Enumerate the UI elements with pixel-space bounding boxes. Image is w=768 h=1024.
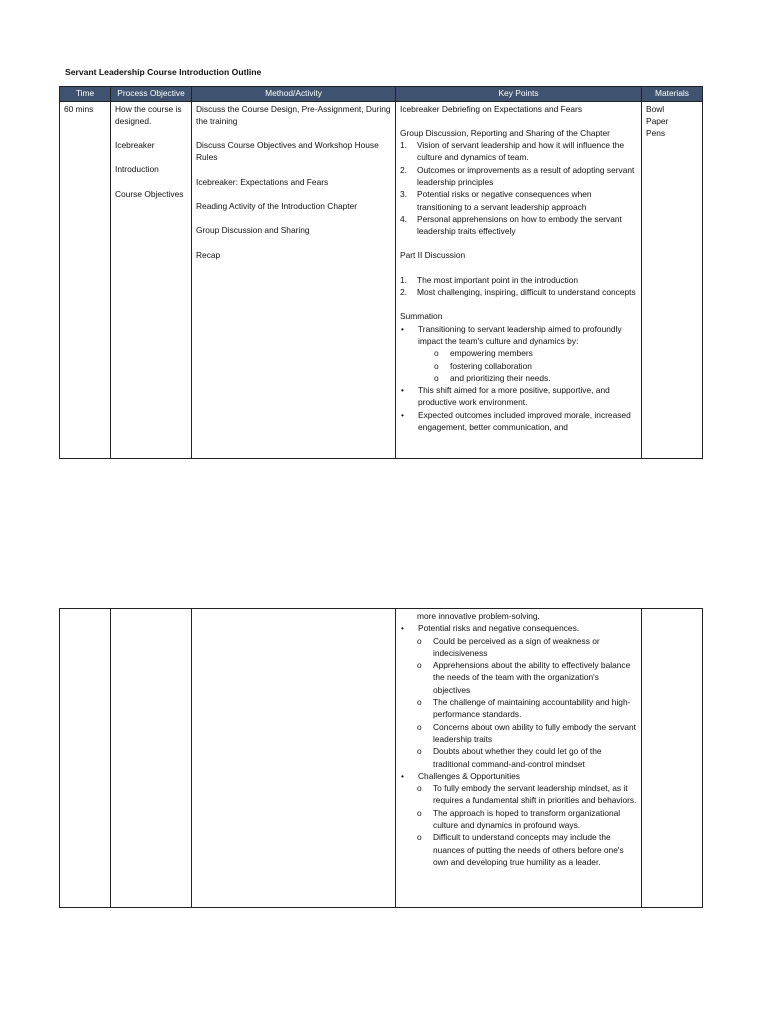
method-cell	[192, 609, 396, 908]
key-heading: Group Discussion, Reporting and Sharing of the Chapter	[400, 127, 610, 138]
materials-cell	[642, 609, 703, 908]
header-key-points: Key Points	[396, 87, 642, 102]
key-heading: Icebreaker Debriefing on Expectations and Fears	[400, 103, 583, 114]
list-item: 2. Most challenging, inspiring, difficult to understand concepts	[400, 287, 636, 298]
list-item: 1. Vision of servant leadership and how it will influence the culture and dynamics of team.	[400, 140, 625, 163]
list-item: o The approach is hoped to transform organizational culture and dynamics in profound ways.	[417, 807, 621, 831]
list-item: o and prioritizing their needs.	[434, 372, 551, 383]
continued-text: more innovative problem-solving.	[417, 611, 540, 621]
key-points-cell	[396, 609, 642, 908]
outline-table	[59, 86, 703, 459]
list-item: o empowering members	[434, 348, 533, 359]
list-item: o Could be perceived as a sign of weakness or indecisiveness	[417, 635, 600, 658]
method-item: Reading Activity of the Introduction Chapter	[196, 200, 358, 211]
objective-item: Introduction	[115, 164, 159, 175]
time-cell	[60, 609, 111, 908]
list-item: 4. Personal apprehensions on how to embody the servant leadership traits effectively	[400, 213, 622, 237]
method-item: Group Discussion and Sharing	[196, 225, 310, 236]
time-cell	[60, 101, 111, 458]
method-item: Recap	[196, 249, 221, 260]
objective-cell	[111, 101, 192, 458]
list-item: • Expected outcomes included improved morale, increased engagement, better communication, and	[401, 409, 631, 433]
list-item: o Apprehensions about the ability to effectively balance the needs of the team with the organization's objectives	[417, 660, 631, 695]
list-item: • Challenges & Opportunities	[401, 770, 520, 781]
method-cell	[192, 101, 396, 458]
list-item: 3. Potential risks or negative consequences when transitioning to a servant leadership approach	[400, 189, 592, 212]
list-item: 2. Outcomes or improvements as a result of adopting servant leadership principles	[400, 164, 635, 187]
key-points-cell	[396, 101, 642, 458]
document-title: Servant Leadership Course Introduction Outline	[65, 67, 262, 77]
objective-cell	[111, 609, 192, 908]
material-item: Bowl	[646, 103, 665, 114]
material-item: Paper	[646, 115, 669, 126]
list-item: • Potential risks and negative consequences.	[401, 623, 580, 634]
list-item: o To fully embody the servant leadership mindset, as it requires a fundamental shift in priorities and behaviors.	[417, 783, 637, 806]
materials-cell	[642, 101, 703, 458]
objective-item: Icebreaker	[115, 140, 155, 151]
table-row	[60, 101, 703, 458]
material-item: Pens	[646, 128, 666, 139]
method-item: Icebreaker: Expectations and Fears	[196, 176, 329, 187]
objective-item: How the course is designed.	[115, 103, 182, 126]
list-item: o Concerns about own ability to fully embody the servant leadership traits	[417, 721, 636, 744]
list-item: o Difficult to understand concepts may include the nuances of putting the needs of others before one's own and developing true humility as a leader.	[417, 832, 624, 867]
header-materials: Materials	[642, 87, 703, 102]
list-item: 1. The most important point in the introduction	[400, 274, 579, 285]
part2-heading: Part II Discussion	[400, 250, 466, 261]
time-value: 60 mins	[64, 103, 94, 114]
list-item: • This shift aimed for a more positive, supportive, and productive work environment.	[401, 385, 610, 408]
list-item: o Doubts about whether they could let go of the traditional command-and-control mindset	[417, 746, 602, 769]
header-time: Time	[60, 87, 111, 102]
list-item: • Transitioning to servant leadership aimed to profoundly impact the team's culture and dynamics by:	[401, 323, 622, 346]
header-method-activity: Method/Activity	[192, 87, 396, 102]
list-item: o fostering collaboration	[434, 360, 532, 371]
table-row	[60, 609, 703, 908]
list-item: o The challenge of maintaining accountability and high-performance standards.	[417, 697, 631, 720]
summation-heading: Summation	[400, 311, 443, 322]
header-process-objective: Process Objective	[111, 87, 192, 102]
outline-table-continued	[59, 608, 703, 908]
table-header-row	[60, 87, 703, 102]
method-item: Discuss Course Objectives and Workshop House Rules	[196, 140, 379, 163]
objective-item: Course Objectives	[115, 188, 184, 199]
method-item: Discuss the Course Design, Pre-Assignment, During the training	[196, 103, 391, 126]
